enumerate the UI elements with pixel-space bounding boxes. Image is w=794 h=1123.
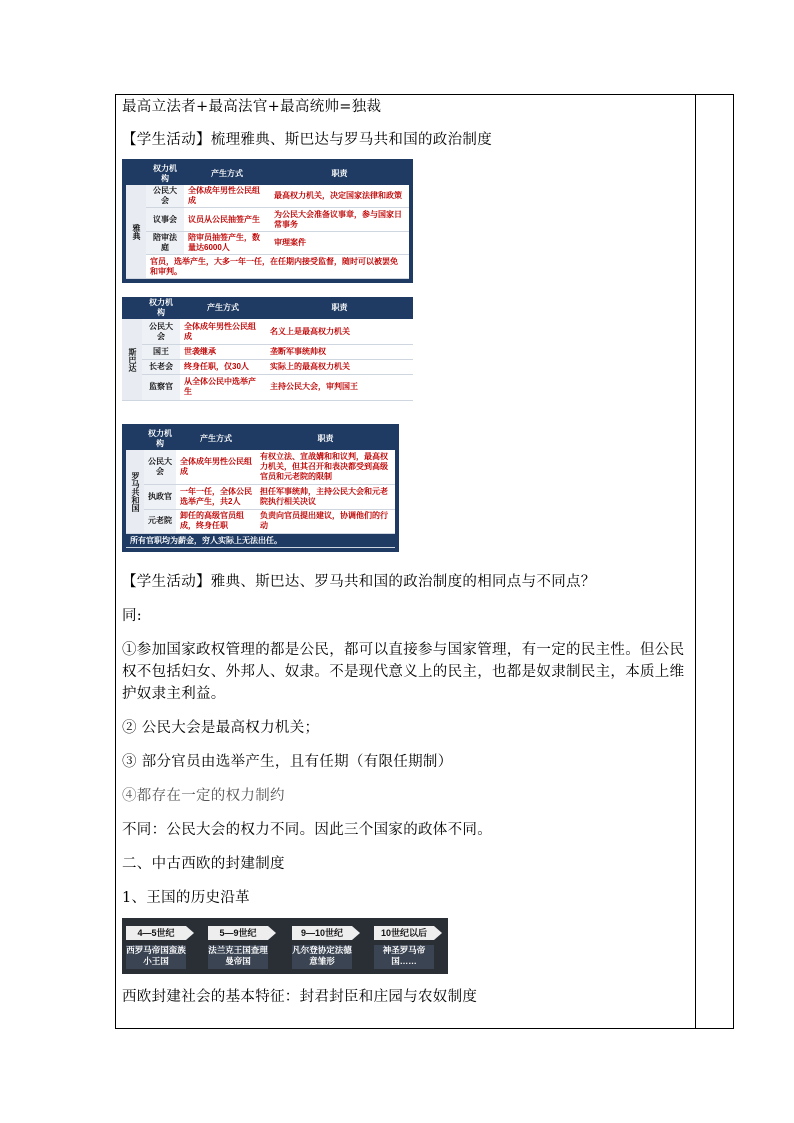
flow-era: 4—5世纪 — [126, 926, 186, 940]
section-heading: 二、中古西欧的封建制度 — [122, 856, 285, 872]
right-column-divider — [695, 94, 696, 1029]
header-empty — [122, 297, 142, 319]
feudal-features: 西欧封建社会的基本特征：封君封臣和庄园与农奴制度 — [122, 989, 478, 1005]
table-cell: 世袭继承 — [180, 345, 266, 360]
same-point-4: ④都存在一定的权力制约 — [122, 788, 285, 804]
table-cell: 公民大会 — [142, 319, 180, 345]
athens-table — [122, 159, 413, 283]
header-method: 产生方式 — [184, 163, 270, 185]
table-cell: 从全体公民中选举产生 — [180, 374, 266, 400]
table-cell: 最高权力机关，决定国家法律和政策 — [270, 185, 409, 208]
table-cell: 全体成年男性公民组成 — [184, 185, 270, 208]
table-cell: 垄断军事统帅权 — [266, 345, 413, 360]
table-cell: 长老会 — [142, 359, 180, 374]
kingdom-history-flow — [122, 918, 448, 974]
header-org: 权力机构 — [144, 428, 176, 450]
activity-heading-2: 【学生活动】雅典、斯巴达、罗马共和国的政治制度的相同点与不同点？ — [122, 574, 596, 590]
header-method: 产生方式 — [176, 428, 256, 450]
same-point-2: ② 公民大会是最高权力机关； — [122, 720, 320, 736]
header-duty: 职责 — [266, 297, 413, 319]
table-cell: 审理案件 — [270, 231, 409, 255]
table-cell: 陪审员抽签产生，数量达6000人 — [184, 231, 270, 255]
header-org: 权力机构 — [142, 297, 180, 319]
table-cell: 公民大会 — [146, 185, 184, 208]
header-empty — [126, 163, 146, 185]
flow-era: 10世纪以后 — [374, 926, 434, 940]
table-cell: 实际上的最高权力机关 — [266, 359, 413, 374]
table-cell: 全体成年男性公民组成 — [176, 450, 256, 485]
activity-heading-1: 【学生活动】梳理雅典、斯巴达与罗马共和国的政治制度 — [122, 132, 492, 148]
flow-desc: 法兰克王国查理曼帝国 — [208, 945, 268, 969]
table-cell: 执政官 — [144, 485, 176, 510]
table-cell: 担任军事统帅，主持公民大会和元老院执行相关决议 — [256, 485, 395, 510]
main-content — [122, 96, 690, 1008]
table-cell: 名义上是最高权力机关 — [266, 319, 413, 345]
flow-desc: 凡尔登协定法德意雏形 — [292, 945, 352, 969]
flow-era: 9—10世纪 — [292, 926, 352, 940]
rome-side-label: 罗马共和国 — [126, 450, 144, 534]
table-cell: 一年一任，全体公民选举产生，共2人 — [176, 485, 256, 510]
table-cell: 议事会 — [146, 208, 184, 232]
header-empty — [126, 428, 144, 450]
flow-desc: 西罗马帝国蛮族小王国 — [126, 945, 186, 969]
table-cell: 全体成年男性公民组成 — [180, 319, 266, 345]
same-point-1: ①参加国家政权管理的都是公民，都可以直接参与国家管理，有一定的民主性。但公民权不包括妇女、外邦人、奴隶。不是现代意义上的民主，也都是奴隶制民主，本质上维护奴隶主利益。 — [122, 642, 685, 702]
header-org: 权力机构 — [146, 163, 184, 185]
rome-note: 所有官职均为薪金，穷人实际上无法出任。 — [126, 534, 395, 548]
header-duty: 职责 — [270, 163, 409, 185]
table-cell: 终身任职，仅30人 — [180, 359, 266, 374]
same-label: 同: — [122, 608, 142, 624]
table-cell: 卸任的高级官员组成，终身任职 — [176, 509, 256, 534]
flow-era: 5—9世纪 — [208, 926, 268, 940]
table-cell: 公民大会 — [144, 450, 176, 485]
sparta-table — [122, 297, 413, 401]
table-cell: 主持公民大会，审判国王 — [266, 374, 413, 400]
athens-note: 官员，选举产生，大多一年一任，在任期内接受监督，随时可以被罢免和审判。 — [146, 255, 409, 279]
table-cell: 负责向官员提出建议，协调他们的行动 — [256, 509, 395, 534]
dictator-formula: 最高立法者+最高法官+最高统帅=独裁 — [122, 99, 382, 115]
table-cell: 监察官 — [142, 374, 180, 400]
sparta-side-label: 斯巴达 — [122, 319, 142, 401]
difference: 不同：公民大会的权力不同。因此三个国家的政体不同。 — [122, 822, 492, 838]
table-cell: 陪审法庭 — [146, 231, 184, 255]
table-cell: 元老院 — [144, 509, 176, 534]
rome-table — [122, 424, 399, 552]
header-method: 产生方式 — [180, 297, 266, 319]
table-cell: 议员从公民抽签产生 — [184, 208, 270, 232]
table-cell: 国王 — [142, 345, 180, 360]
table-cell: 有权立法、宣战媾和和议判，最高权力机关，但其召开和表决都受到高级官员和元老院的限制 — [256, 450, 395, 485]
flow-desc: 神圣罗马帝国…… — [374, 945, 434, 969]
subsection-heading: 1、王国的历史沿革 — [122, 890, 250, 906]
same-point-3: ③ 部分官员由选举产生，且有任期（有限任期制） — [122, 754, 453, 770]
header-duty: 职责 — [256, 428, 395, 450]
athens-side-label: 雅典 — [126, 185, 146, 279]
table-cell: 为公民大会准备议事章，参与国家日常事务 — [270, 208, 409, 232]
